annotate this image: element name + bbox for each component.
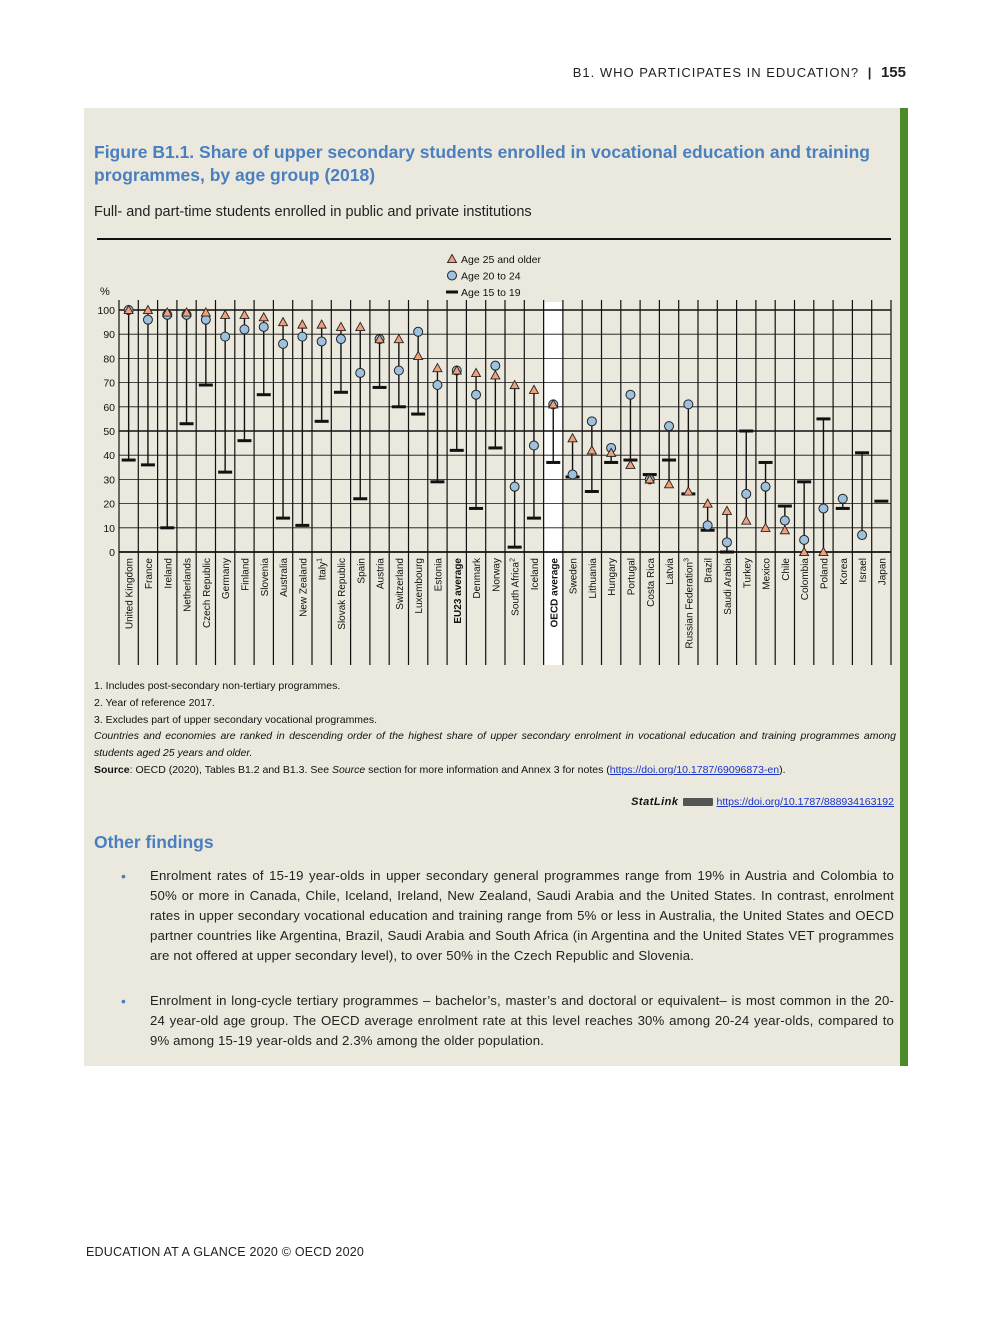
mark-age-20-24 (684, 400, 693, 409)
note-1: 1. Includes post-secondary non-tertiary programmes. (94, 680, 341, 692)
y-axis-label: % (100, 286, 110, 298)
mark-age-20-24 (587, 417, 596, 426)
mark-age-20-24 (143, 315, 152, 324)
mark-age-20-24 (317, 337, 326, 346)
mark-age-20-24 (279, 339, 288, 348)
mark-age-25-plus (626, 460, 635, 468)
mark-age-25-plus (472, 368, 481, 376)
mark-age-20-24 (858, 531, 867, 540)
x-tick-label: Italy$^1$ (316, 558, 329, 581)
y-tick-label: 70 (103, 377, 115, 390)
chart-x-labels (125, 557, 889, 649)
chart-column-lines (119, 300, 891, 665)
mark-age-25-plus (298, 320, 307, 328)
mark-age-20-24 (394, 366, 403, 375)
y-tick-label: 30 (103, 474, 115, 487)
mark-age-25-plus (356, 322, 365, 330)
x-tick-label: OECD average (549, 558, 561, 628)
mark-age-20-24 (626, 390, 635, 399)
mark-age-20-24 (201, 315, 210, 324)
statlink-url[interactable]: https://doi.org/10.1787/888934163192 (716, 796, 894, 808)
legend-label: Age 15 to 19 (461, 287, 521, 299)
mark-age-20-24 (510, 482, 519, 491)
x-tick-label: Switzerland (394, 558, 406, 610)
x-tick-label: Saudi Arabia (722, 558, 734, 615)
source-text-3: ). (779, 763, 786, 776)
x-tick-label: Ireland (163, 558, 175, 589)
mark-age-20-24 (491, 361, 500, 370)
x-tick-label: Poland (819, 558, 831, 590)
y-tick-label: 90 (103, 329, 115, 342)
mark-age-25-plus (394, 335, 403, 343)
x-tick-label: Sweden (568, 558, 580, 595)
mark-age-20-24 (800, 535, 809, 544)
figure-subtitle: Full- and part-time students enrolled in public and private institutions (94, 204, 532, 220)
x-tick-label: Mexico (761, 558, 773, 590)
x-tick-label: United Kingdom (124, 558, 136, 630)
x-tick-label: Korea (838, 558, 850, 585)
source-note (94, 762, 896, 779)
page-footer: EDUCATION AT A GLANCE 2020 © OECD 2020 (86, 1245, 365, 1259)
y-tick-label: 10 (103, 522, 115, 535)
y-tick-label: 0 (109, 547, 115, 559)
finding-bullet-1: Enrolment rates of 15-19 year-olds in upper secondary general programmes range from 19% in Austria and Colombia to 50% or more in Canada, Chile, Iceland, Ireland, New Zealand, Saudi Arabia and the United States. In contrast, enrolment rates in upper secondary vocational education and training range from 5% or less in Australia, the United States and OECD partner countries like Argentina, Brazil, Saudi Arabia and South Africa (in Argentina and the United States VET programmes are not offered at upper secondary level), to over 50% in the Czech Republic and Slovenia. (150, 868, 894, 963)
y-tick-label: 80 (103, 353, 115, 366)
chart-legend (446, 254, 541, 299)
x-tick-label: Hungary (607, 558, 619, 596)
mark-age-25-plus (414, 351, 423, 359)
x-tick-label: New Zealand (298, 558, 310, 617)
mark-age-20-24 (780, 516, 789, 525)
mark-age-25-plus (336, 322, 345, 330)
mark-age-25-plus (684, 487, 693, 495)
source-link[interactable]: https://doi.org/10.1787/69096873-en (609, 763, 780, 776)
x-tick-label: Colombia (800, 558, 812, 601)
y-tick-label: 60 (103, 401, 115, 414)
mark-age-20-24 (259, 322, 268, 331)
mark-age-25-plus (279, 318, 288, 326)
x-tick-label: Lithuania (587, 558, 599, 599)
mark-age-20-24 (742, 489, 751, 498)
mark-age-20-24 (240, 325, 249, 334)
bullet-icon (121, 866, 129, 874)
x-tick-label: Australia (279, 558, 291, 597)
x-tick-label: Brazil (703, 558, 715, 584)
figure-notes (94, 678, 896, 779)
legend-circle-icon (448, 271, 457, 280)
x-tick-label: Chile (780, 558, 792, 581)
y-tick-label: 50 (103, 426, 115, 438)
y-tick-label: 20 (103, 498, 115, 511)
mark-age-25-plus (703, 499, 712, 507)
x-tick-label: Denmark (472, 558, 484, 599)
figure-title: Figure B1.1. Share of upper secondary students enrolled in vocational education and training programmes, by age group (2018) (94, 142, 870, 185)
statlink-word: StatLink (631, 796, 679, 808)
finding-bullet-2: Enrolment in long-cycle tertiary programmes – bachelor’s, master’s and doctoral or equivalent– is most common in the 20-24 year-old age group. The OECD average enrolment rate at this level reaches 30% among 20-24 year-olds, compared to 9% among 15-19 year-olds and 2.3% among the older population. (150, 993, 894, 1048)
x-tick-label: Norway (491, 558, 503, 592)
legend-label: Age 25 and older (461, 254, 541, 266)
x-tick-label: Austria (375, 558, 387, 590)
mark-age-20-24 (336, 335, 345, 344)
mark-age-20-24 (703, 521, 712, 530)
mark-age-25-plus (491, 371, 500, 379)
note-2: 2. Year of reference 2017. (94, 696, 215, 709)
source-label: Source (94, 763, 130, 776)
running-head-separator: | (867, 65, 873, 80)
source-text-2: section for more information and Annex 3 for notes ( (365, 763, 610, 776)
statlink (631, 796, 894, 808)
mark-age-20-24 (433, 381, 442, 390)
mark-age-25-plus (568, 434, 577, 442)
legend-triangle-icon (448, 255, 457, 263)
x-tick-label: South Africa$^2$ (509, 558, 522, 616)
other-findings-title: Other findings (94, 832, 214, 852)
x-tick-label: Germany (221, 558, 233, 600)
mark-age-25-plus (587, 446, 596, 454)
x-tick-sup: 3 (683, 558, 691, 562)
page-number: 155 (880, 64, 906, 81)
mark-age-25-plus (221, 310, 230, 318)
mark-age-20-24 (838, 494, 847, 503)
mark-age-20-24 (298, 332, 307, 341)
x-tick-label: Latvia (665, 558, 677, 585)
source-text-1: : OECD (2020), Tables B1.2 and B1.3. See (129, 763, 332, 776)
x-tick-label: EU23 average (452, 558, 464, 624)
mark-age-25-plus (510, 381, 519, 389)
mark-age-25-plus (780, 526, 789, 534)
x-tick-label: Finland (240, 558, 252, 591)
x-tick-label: Spain (356, 558, 368, 584)
note-3: 3. Excludes part of upper secondary vocational programmes. (94, 713, 378, 726)
y-tick-label: 40 (103, 450, 115, 463)
x-tick-label: Turkey (742, 558, 754, 589)
mark-age-20-24 (665, 422, 674, 431)
chart-y-ticks (97, 305, 115, 559)
mark-age-25-plus (317, 320, 326, 328)
x-tick-label: Russian Federation$^3$ (683, 558, 696, 649)
mark-age-20-24 (356, 368, 365, 377)
x-tick-label: Luxembourg (414, 558, 426, 614)
x-tick-label: Estonia (433, 558, 445, 592)
ranking-note: Countries and economies are ranked in descending order of the highest share of upper secondary enrolment in vocational education and training programmes among students aged 25 years and older. (94, 730, 896, 760)
mark-age-25-plus (722, 506, 731, 514)
mark-age-20-24 (414, 327, 423, 336)
mark-age-25-plus (201, 308, 210, 316)
mark-age-25-plus (529, 385, 538, 393)
mark-age-25-plus (742, 516, 751, 524)
x-tick-sup: 1 (316, 558, 324, 562)
statlink-logo-icon (683, 798, 713, 806)
x-tick-label: France (143, 558, 155, 590)
x-tick-label: Portugal (626, 558, 638, 596)
y-tick-label: 100 (97, 305, 115, 317)
mark-age-25-plus (240, 310, 249, 318)
x-tick-sup: 2 (509, 558, 517, 562)
x-tick-label: Slovak Republic (336, 558, 348, 630)
running-head-section: B1. WHO PARTICIPATES IN EDUCATION? (572, 65, 860, 80)
x-tick-label: Czech Republic (201, 558, 213, 629)
x-tick-label: Iceland (529, 558, 541, 591)
mark-age-20-24 (819, 504, 828, 513)
legend-label: Age 20 to 24 (461, 270, 521, 283)
x-tick-label: Netherlands (182, 558, 194, 612)
mark-age-20-24 (472, 390, 481, 399)
mark-age-20-24 (761, 482, 770, 491)
source-italic: Source (331, 763, 366, 776)
x-tick-label: Israel (858, 558, 870, 583)
x-tick-label: Japan (877, 558, 889, 586)
bullet-icon (121, 991, 129, 999)
mark-age-25-plus (433, 364, 442, 372)
mark-age-20-24 (221, 332, 230, 341)
mark-age-25-plus (259, 313, 268, 321)
x-tick-label: Slovenia (259, 558, 271, 597)
mark-age-20-24 (722, 538, 731, 547)
mark-age-25-plus (665, 480, 674, 488)
mark-age-20-24 (568, 470, 577, 479)
x-tick-label: Costa Rica (645, 558, 657, 607)
mark-age-20-24 (529, 441, 538, 450)
mark-age-25-plus (761, 523, 770, 531)
